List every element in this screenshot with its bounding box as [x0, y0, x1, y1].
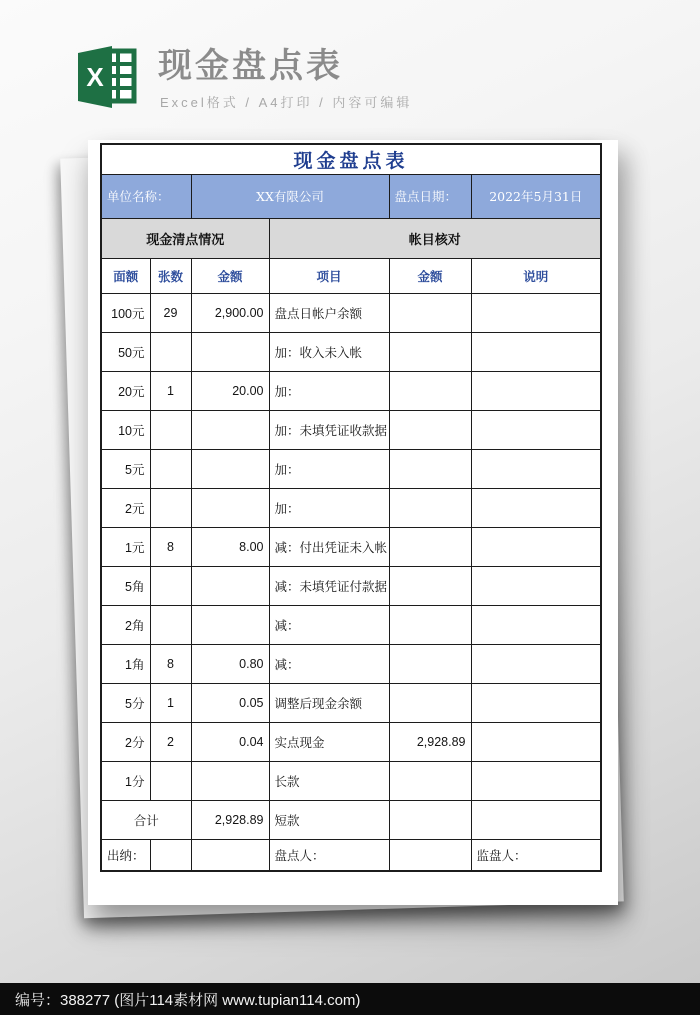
cell-amount2	[389, 566, 471, 605]
cell-amount: 2,900.00	[191, 293, 269, 332]
cell-count: 1	[150, 371, 191, 410]
cell-note	[471, 761, 601, 800]
cell-count	[150, 761, 191, 800]
table-row	[101, 527, 601, 566]
cell-amount2	[389, 449, 471, 488]
cell-amount	[191, 332, 269, 371]
cell-note	[471, 683, 601, 722]
table-row	[101, 449, 601, 488]
col-header-denomination: 面额	[101, 258, 150, 293]
count-date-label: 盘点日期：	[389, 174, 471, 218]
cell-count	[150, 449, 191, 488]
cell-item: 加：未填凭证收款据	[269, 410, 389, 449]
col-header-amount: 金额	[191, 258, 269, 293]
cell-amount2	[389, 605, 471, 644]
banner-title: 现金盘点表	[158, 47, 343, 85]
cashier-label: 出纳：	[101, 839, 150, 871]
cell-amount: 20.00	[191, 371, 269, 410]
table-row	[101, 800, 601, 839]
cell-denom: 10元	[101, 410, 150, 449]
cell-amount2: 2,928.89	[389, 722, 471, 761]
cell-note	[471, 488, 601, 527]
cell-item: 长款	[269, 761, 389, 800]
cell-amount: 0.80	[191, 644, 269, 683]
empty-cell	[191, 839, 269, 871]
empty-cell	[389, 839, 471, 871]
cell-amount: 0.05	[191, 683, 269, 722]
document-title: 现金盘点表	[101, 144, 601, 174]
cell-count: 29	[150, 293, 191, 332]
cell-amount2	[389, 293, 471, 332]
watermark-bar	[0, 983, 700, 1015]
cell-denom: 5角	[101, 566, 150, 605]
cell-item: 加：	[269, 449, 389, 488]
cell-amount2	[389, 644, 471, 683]
cell-item: 减：	[269, 605, 389, 644]
cell-denom: 1角	[101, 644, 150, 683]
table-row	[101, 410, 601, 449]
cell-note	[471, 332, 601, 371]
cell-note	[471, 527, 601, 566]
cell-denom: 1元	[101, 527, 150, 566]
cell-count	[150, 410, 191, 449]
cell-count: 2	[150, 722, 191, 761]
banner	[78, 44, 412, 111]
cell-denom: 5元	[101, 449, 150, 488]
cell-denom: 2角	[101, 605, 150, 644]
excel-x-letter: X	[86, 62, 104, 92]
cell-denom: 50元	[101, 332, 150, 371]
cell-count: 8	[150, 527, 191, 566]
cell-item: 实点现金	[269, 722, 389, 761]
unit-name-value: XX有限公司	[191, 174, 389, 218]
cell-item: 调整后现金余额	[269, 683, 389, 722]
cell-item: 减：	[269, 644, 389, 683]
cell-count	[150, 332, 191, 371]
table-row	[101, 644, 601, 683]
table-row	[101, 371, 601, 410]
cell-count	[150, 605, 191, 644]
cell-note	[471, 293, 601, 332]
cell-item: 减：未填凭证付款据	[269, 566, 389, 605]
table-row	[101, 761, 601, 800]
cell-note	[471, 410, 601, 449]
info-row	[101, 174, 601, 218]
cell-amount2	[389, 527, 471, 566]
cell-amount	[191, 566, 269, 605]
cell-note	[471, 371, 601, 410]
data-rows	[101, 293, 601, 839]
cell-item: 盘点日帐户余额	[269, 293, 389, 332]
cell-note	[471, 644, 601, 683]
section-cash-count: 现金清点情况	[101, 218, 269, 258]
table-row	[101, 293, 601, 332]
cell-amount2	[389, 332, 471, 371]
cashier-signature-cell	[150, 839, 191, 871]
col-header-amount2: 金额	[389, 258, 471, 293]
table-row	[101, 722, 601, 761]
cell-denom: 2分	[101, 722, 150, 761]
excel-logo-icon	[78, 44, 138, 110]
cell-count	[150, 488, 191, 527]
cell-amount	[191, 410, 269, 449]
watermark-text: 编号：388277 (图片114素材网 www.tupian114.com)	[15, 991, 361, 1009]
cell-amount2	[389, 683, 471, 722]
cell-amount2	[389, 410, 471, 449]
cell-item: 加：	[269, 488, 389, 527]
section-header-row	[101, 218, 601, 258]
cell-item: 减：付出凭证未入帐	[269, 527, 389, 566]
table-row	[101, 332, 601, 371]
supervisor-label: 监盘人：	[471, 839, 601, 871]
cell-denom: 1分	[101, 761, 150, 800]
column-header-row	[101, 258, 601, 293]
cell-count	[150, 566, 191, 605]
cell-amount: 8.00	[191, 527, 269, 566]
cell-amount: 2,928.89	[191, 800, 269, 839]
cell-count: 1	[150, 683, 191, 722]
signature-row	[101, 839, 601, 871]
cell-amount	[191, 488, 269, 527]
unit-name-label: 单位名称：	[101, 174, 191, 218]
table-row	[101, 566, 601, 605]
cell-note	[471, 566, 601, 605]
cell-note	[471, 800, 601, 839]
cell-amount2	[389, 761, 471, 800]
document-title-row	[101, 144, 601, 174]
cell-amount: 0.04	[191, 722, 269, 761]
cell-amount2	[389, 371, 471, 410]
cell-denom: 20元	[101, 371, 150, 410]
cell-item: 短款	[269, 800, 389, 839]
cell-denom: 100元	[101, 293, 150, 332]
cell-note	[471, 722, 601, 761]
table-row	[101, 488, 601, 527]
col-header-note: 说明	[471, 258, 601, 293]
cell-item: 加：收入未入帐	[269, 332, 389, 371]
cell-denom: 5分	[101, 683, 150, 722]
col-header-count: 张数	[150, 258, 191, 293]
document-paper	[88, 140, 618, 905]
cash-count-table	[100, 143, 602, 872]
count-date-value: 2022年5月31日	[471, 174, 601, 218]
cell-amount	[191, 605, 269, 644]
cell-item: 加：	[269, 371, 389, 410]
table-row	[101, 683, 601, 722]
cell-amount2	[389, 488, 471, 527]
cell-amount2	[389, 800, 471, 839]
cell-amount	[191, 761, 269, 800]
cell-amount	[191, 449, 269, 488]
col-header-item: 项目	[269, 258, 389, 293]
cell-note	[471, 449, 601, 488]
cell-denom: 合计	[101, 800, 191, 839]
cell-denom: 2元	[101, 488, 150, 527]
banner-subtitle: Excel格式 / A4打印 / 内容可编辑	[160, 95, 413, 111]
section-account-check: 帐目核对	[269, 218, 601, 258]
cell-count: 8	[150, 644, 191, 683]
counter-label: 盘点人：	[269, 839, 389, 871]
cell-note	[471, 605, 601, 644]
table-row	[101, 605, 601, 644]
banner-text	[158, 44, 412, 111]
